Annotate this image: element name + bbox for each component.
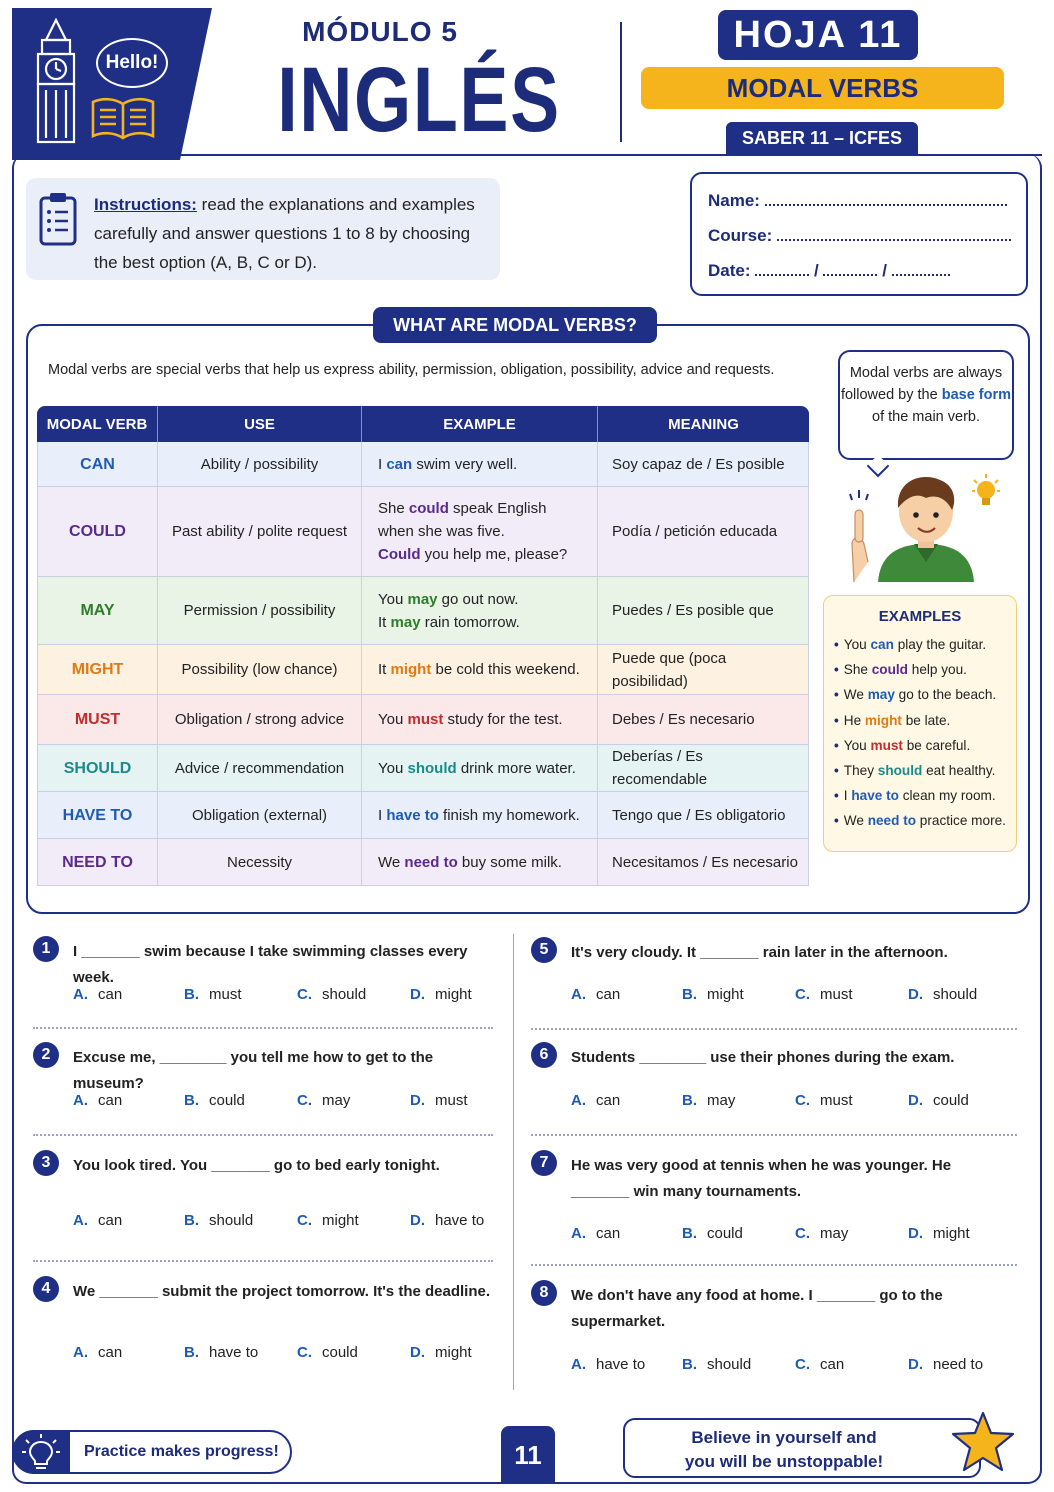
answer-option[interactable]	[682, 1225, 792, 1242]
question-text: We _______ submit the project tomorrow. It's the deadline.	[73, 1283, 491, 1300]
option-letter: B.	[682, 986, 697, 1003]
example-item	[834, 710, 1006, 735]
date-separator: /	[813, 261, 819, 280]
example-modal-highlight: should	[877, 762, 923, 778]
table-header: MEANING	[598, 406, 809, 442]
modal-verb-cell: MUST	[37, 695, 158, 745]
footer-quote-line1: Believe in yourself and	[691, 1428, 877, 1447]
example-text: I	[843, 788, 852, 804]
option-letter: B.	[682, 1225, 697, 1242]
option-text: may	[322, 1092, 351, 1109]
topic-banner: MODAL VERBS	[641, 67, 1004, 109]
answer-option[interactable]	[571, 1356, 681, 1373]
footer-quote-line2: you will be unstoppable!	[684, 1452, 884, 1471]
tip-bubble	[838, 350, 1014, 460]
meaning-cell: Puede que (poca posibilidad)	[598, 645, 809, 695]
table-row	[37, 487, 809, 577]
example-text: help you.	[907, 662, 967, 678]
instructions-body: read the explanations and examples carefully and answer questions 1 to 8 by choosing the best option (A, B, C or D).	[94, 195, 475, 272]
option-letter: D.	[908, 1225, 923, 1242]
option-text: should	[933, 986, 978, 1003]
modal-verb-cell: COULD	[37, 487, 158, 577]
option-letter: C.	[795, 1356, 810, 1373]
question-separator	[33, 1260, 493, 1262]
example-modal-highlight: can	[870, 637, 894, 652]
option-text: could	[209, 1092, 245, 1109]
tip-highlight: base form	[941, 387, 1012, 403]
question-text: I _______ swim because I take swimming classes every week.	[73, 943, 468, 986]
example-modal-highlight: have to	[851, 788, 899, 804]
example-text: They	[843, 762, 878, 778]
date-year-field[interactable]	[892, 264, 950, 276]
answer-option[interactable]	[73, 986, 183, 1003]
answer-option[interactable]	[795, 986, 905, 1003]
footer-icon-cap	[12, 1430, 70, 1474]
question-text: We don't have any food at home. I _______ go to the supermarket.	[571, 1287, 943, 1330]
date-month-field[interactable]	[823, 264, 877, 276]
example-text: go out now.	[437, 590, 519, 608]
answer-option[interactable]	[184, 986, 294, 1003]
example-text: I	[378, 455, 387, 473]
answer-option[interactable]	[297, 1092, 407, 1109]
option-text: might	[322, 1212, 359, 1229]
section-title: WHAT ARE MODAL VERBS?	[373, 307, 657, 343]
example-modal-highlight: have to	[386, 806, 439, 824]
answer-option[interactable]	[73, 1092, 183, 1109]
answer-option[interactable]	[410, 986, 520, 1003]
question-separator	[33, 1027, 493, 1029]
option-letter: A.	[73, 1092, 88, 1109]
tip-pre: Modal verbs are always followed by the	[840, 365, 1003, 403]
example-text: go to the beach.	[894, 687, 997, 703]
course-row	[708, 226, 1011, 246]
answer-option[interactable]	[682, 1092, 792, 1109]
option-text: can	[98, 986, 123, 1003]
example-line	[378, 851, 581, 874]
example-modal-highlight: may	[390, 613, 421, 631]
example-line	[378, 804, 581, 827]
option-text: could	[707, 1225, 743, 1242]
page-frame-top	[12, 154, 1042, 156]
question-number-badge: 2	[33, 1042, 59, 1068]
example-text: play the guitar.	[893, 637, 987, 652]
option-letter: C.	[795, 1225, 810, 1242]
example-text: She	[843, 662, 872, 678]
meaning-cell: Debes / Es necesario	[598, 695, 809, 745]
option-letter: C.	[795, 1092, 810, 1109]
option-text: can	[596, 1092, 621, 1109]
option-text: might	[933, 1225, 970, 1242]
option-text: have to	[435, 1212, 485, 1229]
question-text: He was very good at tennis when he was younger. He _______ win many tournaments.	[571, 1157, 952, 1200]
answer-option[interactable]	[410, 1212, 520, 1229]
date-label: Date:	[708, 261, 751, 280]
example-modal-highlight: could	[871, 662, 908, 678]
example-line	[378, 757, 581, 780]
example-text: It	[378, 661, 391, 678]
option-letter: D.	[410, 1212, 425, 1229]
date-day-field[interactable]	[755, 264, 809, 276]
example-item	[834, 785, 1006, 810]
option-letter: B.	[184, 1092, 199, 1109]
example-modal-highlight: could	[408, 500, 449, 517]
answer-option[interactable]	[908, 1092, 1018, 1109]
example-cell	[362, 745, 598, 792]
example-text: practice more.	[916, 813, 1006, 829]
question-separator	[33, 1134, 493, 1136]
option-letter: D.	[410, 986, 425, 1003]
meaning-cell: Tengo que / Es obligatorio	[598, 792, 809, 839]
option-letter: A.	[571, 1225, 586, 1242]
question-number-badge: 6	[531, 1042, 557, 1068]
use-cell: Possibility (low chance)	[158, 645, 362, 695]
answer-option[interactable]	[410, 1092, 520, 1109]
example-text: It	[378, 613, 391, 631]
instructions-label: Instructions:	[94, 195, 197, 214]
example-text: You	[378, 590, 408, 608]
option-letter: D.	[410, 1092, 425, 1109]
modal-verb-cell: HAVE TO	[37, 792, 158, 839]
answer-option[interactable]	[908, 1225, 1018, 1242]
answer-option[interactable]	[682, 1356, 792, 1373]
answer-option[interactable]	[297, 1344, 407, 1361]
option-letter: B.	[682, 1092, 697, 1109]
option-letter: D.	[908, 1092, 923, 1109]
example-modal-highlight: must	[407, 711, 444, 728]
example-item	[834, 659, 1006, 684]
option-letter: C.	[297, 986, 312, 1003]
option-letter: B.	[682, 1356, 697, 1373]
example-cell	[362, 695, 598, 745]
option-letter: B.	[184, 986, 199, 1003]
question-separator	[531, 1134, 1017, 1136]
option-letter: A.	[571, 1356, 586, 1373]
example-text: clean my room.	[898, 788, 996, 804]
meaning-cell: Necesitamos / Es necesario	[598, 839, 809, 886]
question-text: Excuse me, ________ you tell me how to get to the museum?	[73, 1049, 434, 1092]
example-text: We	[843, 687, 868, 703]
example-item	[834, 810, 1006, 835]
option-text: can	[98, 1212, 123, 1229]
example-cell	[362, 839, 598, 886]
example-cell	[362, 577, 598, 645]
table-row	[37, 745, 809, 792]
option-text: can	[596, 986, 621, 1003]
question-text: Students ________ use their phones during the exam.	[571, 1049, 955, 1066]
option-letter: C.	[795, 986, 810, 1003]
module-label: MÓDULO 5	[302, 16, 458, 47]
meaning-cell: Podía / petición educada	[598, 487, 809, 577]
option-text: may	[707, 1092, 736, 1109]
option-letter: D.	[908, 1356, 923, 1373]
option-letter: A.	[73, 1212, 88, 1229]
option-text: can	[820, 1356, 845, 1373]
option-text: should	[322, 986, 367, 1003]
answer-option[interactable]	[571, 986, 681, 1003]
example-modal-highlight: Could	[378, 546, 421, 563]
example-modal-highlight: must	[870, 737, 903, 753]
subject-title: INGLÉS	[277, 49, 561, 151]
question-number-badge: 1	[33, 936, 59, 962]
option-letter: A.	[73, 1344, 88, 1361]
use-cell: Necessity	[158, 839, 362, 886]
example-text: you help me, please?	[420, 546, 568, 563]
option-text: might	[707, 986, 744, 1003]
example-line	[378, 497, 581, 543]
question-text: You look tired. You _______ go to bed early tonight.	[73, 1157, 440, 1174]
option-letter: A.	[571, 1092, 586, 1109]
examples-title: EXAMPLES	[878, 608, 962, 625]
tip-post: of the main verb.	[872, 409, 980, 425]
answer-option[interactable]	[410, 1344, 520, 1361]
example-cell	[362, 442, 598, 487]
page-number: 11	[501, 1426, 555, 1482]
date-row	[708, 261, 950, 281]
example-text: buy some milk.	[457, 853, 562, 871]
course-label: Course:	[708, 226, 773, 245]
examples-list	[834, 634, 1006, 836]
modal-verb-cell: MIGHT	[37, 645, 158, 695]
student-character-illustration	[840, 470, 1010, 582]
answer-option[interactable]	[297, 1212, 407, 1229]
example-cell	[362, 487, 598, 577]
question-separator	[531, 1264, 1017, 1266]
course-field[interactable]	[777, 229, 1011, 241]
use-cell: Obligation (external)	[158, 792, 362, 839]
modal-verb-cell: MAY	[37, 577, 158, 645]
hello-speech-bubble: Hello!	[96, 38, 168, 88]
meaning-cell: Soy capaz de / Es posible	[598, 442, 809, 487]
option-text: must	[820, 1092, 853, 1109]
example-text: swim very well.	[412, 455, 518, 473]
example-modal-highlight: need to	[867, 813, 917, 829]
option-letter: B.	[184, 1212, 199, 1229]
example-text: study for the test.	[443, 711, 563, 728]
name-field[interactable]	[765, 194, 1007, 206]
example-line	[378, 588, 581, 611]
use-cell: Ability / possibility	[158, 442, 362, 487]
option-text: could	[322, 1344, 358, 1361]
option-letter: C.	[297, 1344, 312, 1361]
exam-label: SABER 11 – ICFES	[726, 122, 918, 154]
answer-option[interactable]	[795, 1225, 905, 1242]
answer-option[interactable]	[184, 1344, 294, 1361]
example-item	[834, 760, 1006, 785]
example-modal-highlight: may	[867, 687, 895, 703]
question-number-badge: 3	[33, 1150, 59, 1176]
table-row	[37, 645, 809, 695]
date-separator: /	[882, 261, 887, 280]
question-text: It's very cloudy. It _______ rain later in the afternoon.	[571, 944, 948, 961]
option-text: can	[596, 1225, 621, 1242]
option-text: must	[435, 1092, 468, 1109]
header-divider	[620, 22, 622, 142]
option-text: may	[820, 1225, 849, 1242]
example-text: You	[843, 637, 871, 652]
use-cell: Advice / recommendation	[158, 745, 362, 792]
instructions-box	[26, 178, 500, 280]
question-number-badge: 5	[531, 937, 557, 963]
example-line	[378, 543, 581, 566]
example-line	[378, 611, 581, 634]
answer-option[interactable]	[795, 1356, 905, 1373]
example-modal-highlight: should	[407, 759, 457, 777]
example-text: drink more water.	[456, 759, 576, 777]
example-text: We	[843, 813, 868, 829]
answer-option[interactable]	[795, 1092, 905, 1109]
example-text: be careful.	[902, 737, 971, 753]
lightbulb-icon	[12, 1430, 70, 1474]
instructions-text	[94, 190, 488, 277]
footer-quote-box	[623, 1418, 981, 1478]
option-text: might	[435, 1344, 472, 1361]
modal-verb-cell: NEED TO	[37, 839, 158, 886]
example-line	[378, 708, 581, 731]
question-number-badge: 4	[33, 1276, 59, 1302]
name-label: Name:	[708, 191, 760, 210]
option-letter: B.	[184, 1344, 199, 1361]
example-text: I	[378, 806, 387, 824]
example-text: You	[378, 759, 408, 777]
option-letter: C.	[297, 1092, 312, 1109]
answer-option[interactable]	[571, 1092, 681, 1109]
example-item	[834, 634, 1006, 659]
student-info-box	[690, 172, 1028, 296]
answer-option[interactable]	[184, 1212, 294, 1229]
example-modal-highlight: might	[390, 661, 432, 678]
table-row	[37, 695, 809, 745]
example-item	[834, 684, 1006, 709]
option-text: can	[98, 1344, 123, 1361]
sheet-number: HOJA 11	[718, 10, 918, 60]
table-row	[37, 442, 809, 487]
answer-option[interactable]	[184, 1092, 294, 1109]
answer-option[interactable]	[297, 986, 407, 1003]
use-cell: Permission / possibility	[158, 577, 362, 645]
question-number-badge: 7	[531, 1150, 557, 1176]
star-icon	[950, 1410, 1016, 1474]
example-modal-highlight: can	[386, 455, 413, 473]
table-row	[37, 792, 809, 839]
footer-motto: Practice makes progress!	[84, 1443, 279, 1460]
clipboard-icon	[38, 190, 78, 246]
example-text: eat healthy.	[922, 762, 996, 778]
modal-verbs-table	[37, 406, 809, 886]
option-text: should	[707, 1356, 752, 1373]
example-text: He	[843, 712, 865, 728]
option-letter: A.	[73, 986, 88, 1003]
answer-option[interactable]	[682, 986, 792, 1003]
meaning-cell: Deberías / Es recomendable	[598, 745, 809, 792]
option-text: should	[209, 1212, 254, 1229]
table-header: EXAMPLE	[362, 406, 598, 442]
example-modal-highlight: need to	[404, 853, 458, 871]
table-header: MODAL VERB	[37, 406, 158, 442]
option-text: must	[209, 986, 242, 1003]
option-letter: A.	[571, 986, 586, 1003]
option-letter: D.	[908, 986, 923, 1003]
table-row	[37, 839, 809, 886]
modal-verb-cell: SHOULD	[37, 745, 158, 792]
example-cell	[362, 645, 598, 695]
name-row	[708, 191, 1007, 211]
example-text: You	[378, 711, 408, 728]
open-book-icon	[90, 96, 156, 140]
example-modal-highlight: may	[407, 590, 438, 608]
example-text: You	[843, 737, 871, 753]
modal-verb-cell: CAN	[37, 442, 158, 487]
option-text: can	[98, 1092, 123, 1109]
answer-option[interactable]	[908, 1356, 1018, 1373]
example-item	[834, 735, 1006, 760]
question-number-badge: 8	[531, 1280, 557, 1306]
example-text: be cold this weekend.	[431, 661, 580, 678]
examples-box	[823, 595, 1017, 852]
answer-option[interactable]	[571, 1225, 681, 1242]
question-separator	[531, 1028, 1017, 1030]
meaning-cell: Puedes / Es posible que	[598, 577, 809, 645]
option-text: have to	[596, 1356, 646, 1373]
example-text: finish my homework.	[438, 806, 580, 824]
section-intro: Modal verbs are special verbs that help us express ability, permission, obligation, possibility, advice and requests.	[48, 362, 775, 378]
example-text: She	[378, 500, 409, 517]
option-letter: C.	[297, 1212, 312, 1229]
option-text: could	[933, 1092, 969, 1109]
option-letter: D.	[410, 1344, 425, 1361]
example-modal-highlight: might	[864, 712, 902, 728]
example-text: be late.	[901, 712, 951, 728]
answer-option[interactable]	[908, 986, 1018, 1003]
clock-tower-icon	[30, 18, 82, 144]
option-text: might	[435, 986, 472, 1003]
example-cell	[362, 792, 598, 839]
answer-option[interactable]	[73, 1344, 183, 1361]
example-text: We	[378, 853, 405, 871]
option-text: need to	[933, 1356, 984, 1373]
example-text: speak English when she was five.	[378, 500, 547, 540]
table-header: USE	[158, 406, 362, 442]
option-text: must	[820, 986, 853, 1003]
answer-option[interactable]	[73, 1212, 183, 1229]
use-cell: Obligation / strong advice	[158, 695, 362, 745]
example-text: rain tomorrow.	[420, 613, 520, 631]
option-text: have to	[209, 1344, 259, 1361]
table-row	[37, 577, 809, 645]
use-cell: Past ability / polite request	[158, 487, 362, 577]
example-line	[378, 658, 581, 681]
example-line	[378, 453, 581, 476]
